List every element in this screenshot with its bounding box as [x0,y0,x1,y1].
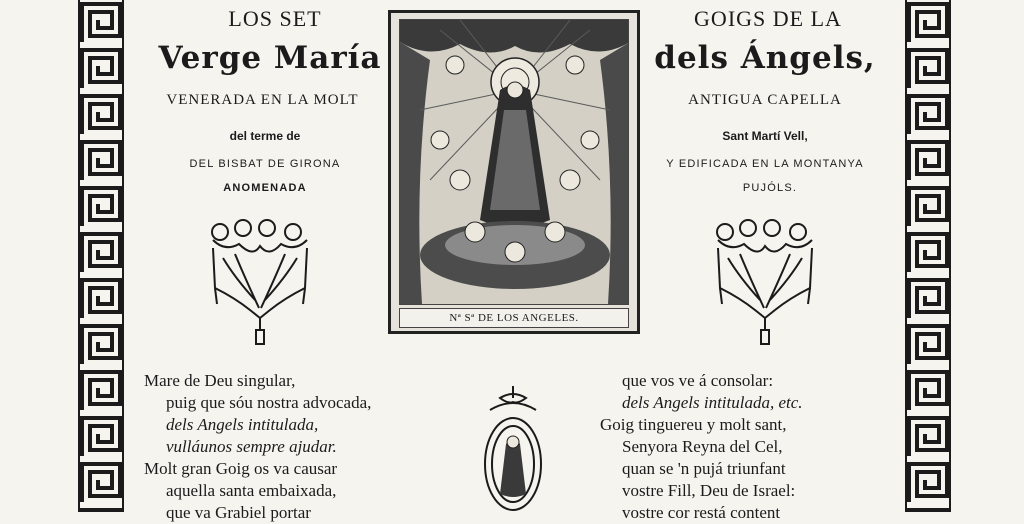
header-left-line5: DEL BISBAT DE GIRONA [189,158,341,170]
drapery-ornament-left-icon [205,218,315,348]
poem-line: quan se 'n pujá triunfant [622,459,786,478]
greek-key-border-right [905,0,951,512]
engraving-caption: Nª Sª DE LOS ANGELES. [399,308,629,328]
poem-right [600,370,803,524]
header-right-title: dels Ángels, [654,40,876,76]
poem-line: dels Angels intitulada, [166,415,319,434]
header-right-line3: ANTIGUA CAPELLA [688,92,842,108]
header-right-line6: PUJÓLS. [742,182,798,194]
poem-line: Senyora Reyna del Cel, [622,437,783,456]
poem-line: vulláunos sempre ajudar. [166,437,337,456]
drapery-ornament-right-icon [710,218,820,348]
header-left-title: Verge María [158,40,382,76]
greek-key-border-left [78,0,124,512]
header-right-line5: Y EDIFICADA EN LA MONTANYA [666,158,864,170]
poem-line: Goig tinguereu y molt sant, [600,415,787,434]
poem-line: vostre Fill, Deu de Israel: [622,481,796,500]
poem-line: Molt gran Goig os va causar [144,459,338,478]
poem-line: puig que sóu nostra advocada, [166,393,372,412]
header-left-line1: LOS SET [228,6,322,31]
poem-line: que vos ve á consolar: [622,371,774,390]
header-left-line3: VENERADA EN LA MOLT [166,92,359,108]
header-left-line4: del terme de [229,129,301,143]
engraving-picture [399,19,629,305]
header-left-line6: ANOMENADA [223,182,307,194]
poem-line: que va Grabiel portar [166,503,311,522]
virgin-medallion-icon [478,384,548,512]
poem-line: dels Angels intitulada, etc. [622,393,803,412]
poem-line: aquella santa embaixada, [166,481,337,500]
poem-left [144,370,371,524]
header-right-line4: Sant Martí Vell, [722,129,808,143]
poem-line: Mare de Deu singular, [144,371,296,390]
poem-line: vostre cor restá content [622,503,781,522]
virgin-engraving [388,10,640,334]
header-right-line1: GOIGS DE LA [694,6,842,31]
